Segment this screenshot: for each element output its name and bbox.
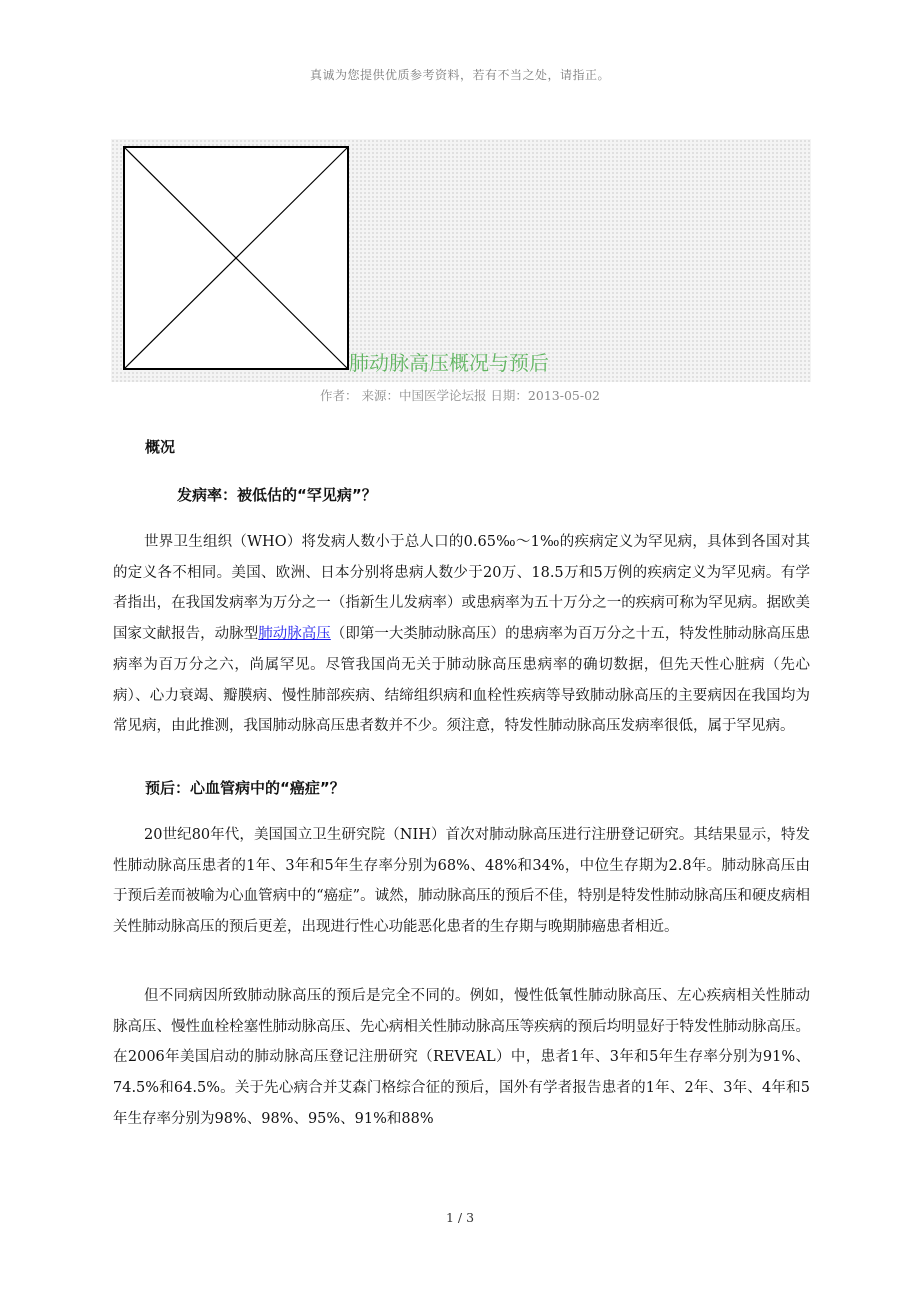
- paragraph-incidence-text-1: 世界卫生组织（WHO）将发病人数小于总人口的0.65‰～1‰的疾病定义为罕见病，具体到各国对其的定义各不相同。美国、欧洲、日本分别将患病人数少于20万、18.5万和5万例的疾病定义为罕见病。有学者指出，在我国发病率为万分之一（指新生儿发病率）或患病率为五十万分之一的疾病可称为罕见病。据欧美国家文献报告，动脉型: [113, 534, 810, 643]
- broken-image-icon: [123, 146, 349, 370]
- article-meta: 作者： 来源：中国医学论坛报 日期：2013-05-02: [319, 388, 601, 403]
- paragraph-prognosis-1: 20世纪80年代，美国国立卫生研究院（NIH）首次对肺动脉高压进行注册登记研究。其结果显示，特发性肺动脉高压患者的1年、3年和5年生存率分别为68%、48%和34%，中位生存期为2.8年。肺动脉高压由于预后差而被喻为心血管病中的“癌症”。诚然，肺动脉高压的预后不佳，特别是特发性肺动脉高压和硬皮病相关性肺动脉高压的预后更差，出现进行性心功能恶化患者的生存期与晚期肺癌患者相近。: [113, 827, 810, 936]
- article-title: 肺动脉高压概况与预后: [349, 351, 549, 375]
- header-note: 真诚为您提供优质参考资料，若有不当之处，请指正。: [309, 68, 610, 82]
- paragraph-incidence-text-2: （即第一大类肺动脉高压）的患病率为百万分之十五，特发性肺动脉高压患病率为百万分之六，尚属罕见。尽管我国尚无关于肺动脉高压患病率的确切数据，但先天性心脏病（先心病）、心力衰竭、瓣膜病、慢性肺部疾病、结缔组织病和血栓性疾病等导致肺动脉高压的主要病因在我国均为常见病，由此推测，我国肺动脉高压患者数并不少。须注意，特发性肺动脉高压发病率很低，属于罕见病。: [113, 626, 811, 735]
- paragraph-incidence: [113, 527, 810, 742]
- page-number: 1 / 3: [445, 1210, 475, 1225]
- section-heading-prognosis: 预后：心血管病中的“癌症”？: [145, 779, 345, 797]
- section-heading-overview: 概况: [145, 438, 176, 456]
- section-heading-incidence: 发病率：被低估的“罕见病”？: [177, 486, 377, 504]
- link-pulmonary-hypertension[interactable]: 肺动脉高压: [258, 626, 331, 643]
- paragraph-prognosis-2: 但不同病因所致肺动脉高压的预后是完全不同的。例如，慢性低氧性肺动脉高压、左心疾病相关性肺动脉高压、慢性血栓栓塞性肺动脉高压、先心病相关性肺动脉高压等疾病的预后均明显好于特发性肺动脉高压。在2006年美国启动的肺动脉高压登记注册研究（REVEAL）中，患者1年、3年和5年生存率分别为91%、74.5%和64.5%。关于先心病合并艾森门格综合征的预后，国外有学者报告患者的1年、2年、3年、4年和5年生存率分别为98%、98%、95%、91%和88%: [113, 988, 810, 1127]
